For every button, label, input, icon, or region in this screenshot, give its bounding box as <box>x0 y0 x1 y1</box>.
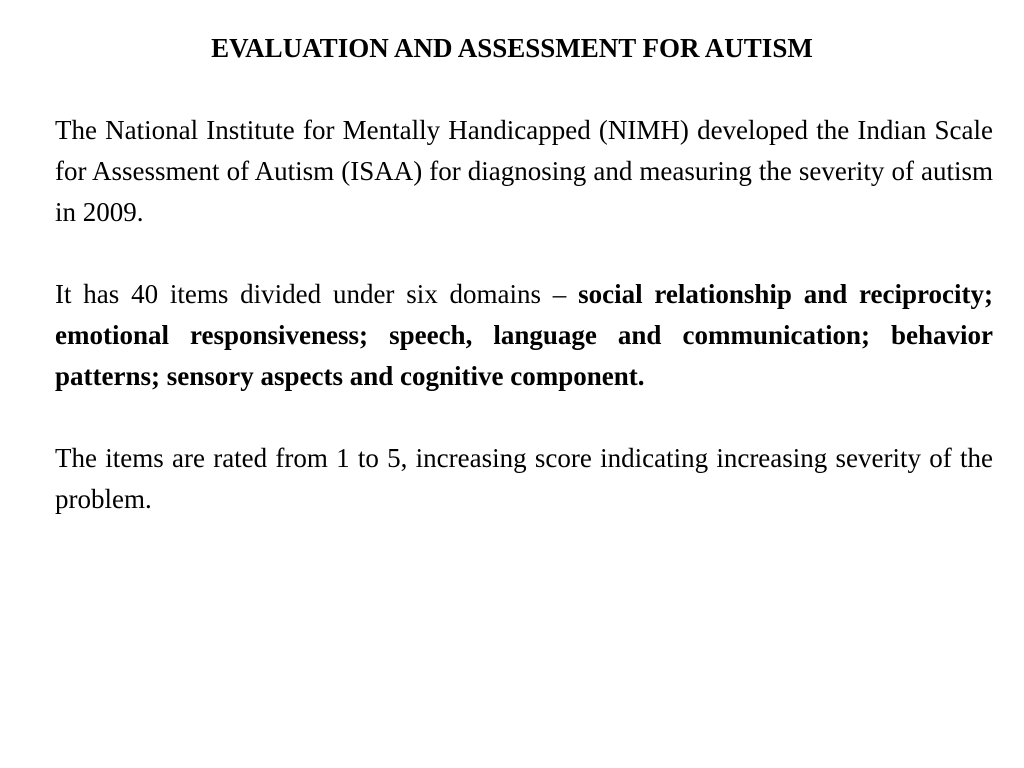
paragraph-nimh-isaa: The National Institute for Mentally Handicapped (NIMH) developed the Indian Scale for Assessment of Autism (ISAA) for diagnosing and measuring the severity of autism in 2009. <box>55 115 993 227</box>
paragraph-rating-scale: The items are rated from 1 to 5, increasing score indicating increasing severity of the problem. <box>55 443 993 514</box>
slide-title: EVALUATION AND ASSESSMENT FOR AUTISM <box>211 33 813 63</box>
paragraph-domains <box>55 274 993 397</box>
domains-list-text: social relationship and reciprocity; emotional responsiveness; speech, language and communication; behavior patterns; sensory aspects and cognitive component. <box>55 279 993 391</box>
domains-intro-text: It has 40 items divided under six domains – <box>55 279 579 309</box>
slide-body <box>55 110 993 561</box>
